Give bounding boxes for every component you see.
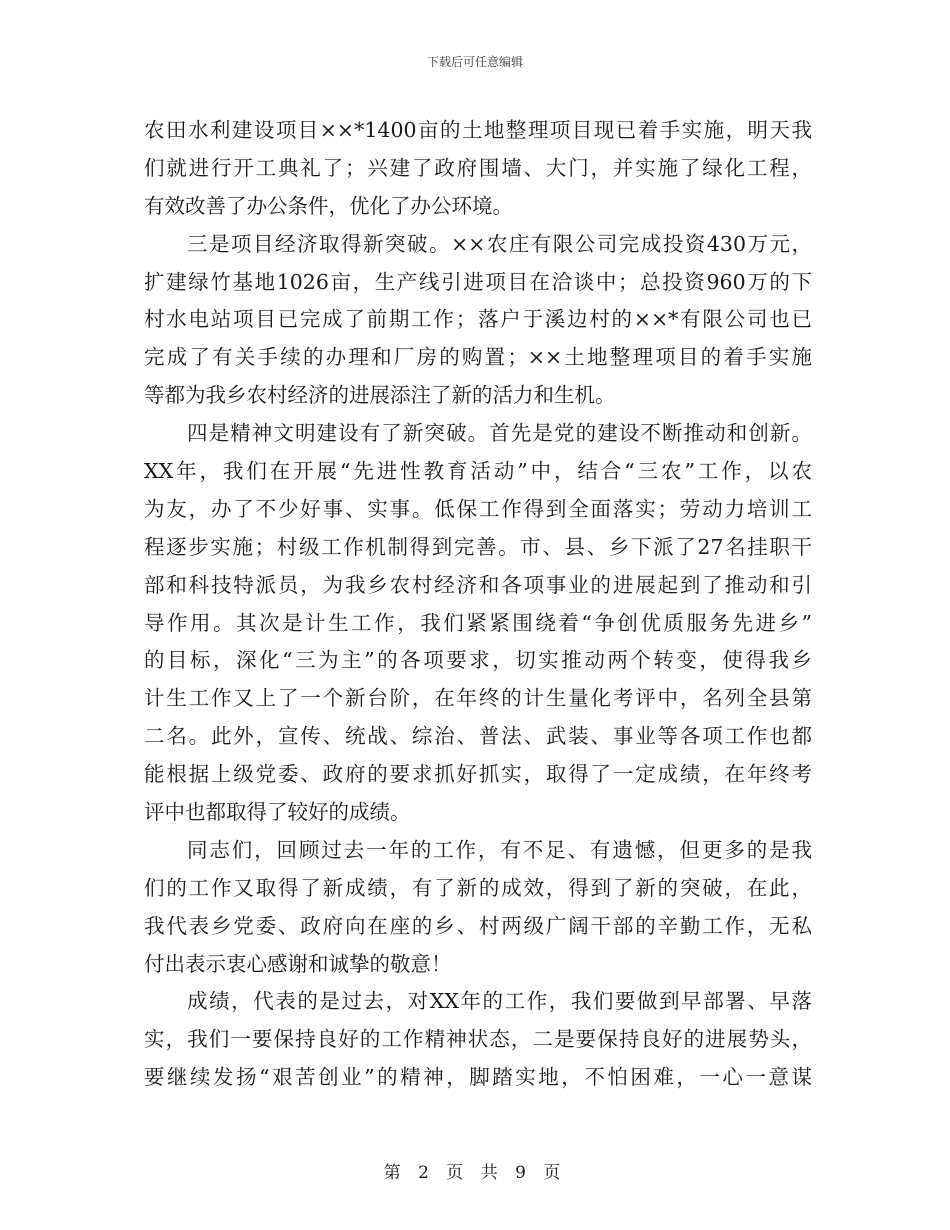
text-line: 有效改善了办公条件，优化了办公环境。 <box>144 193 513 218</box>
text-line: 成绩，代表的是过去，对XX年的工作，我们要做到早部署、早落 <box>187 989 812 1014</box>
text-line: 同志们，回顾过去一年的工作，有不足、有遗憾，但更多的是我 <box>187 837 812 862</box>
text-line: 三是项目经济取得新突破。××农庄有限公司完成投资430万元， <box>187 231 812 256</box>
text-line: 的目标，深化“三为主”的各项要求，切实推动两个转变，使得我乡 <box>144 648 812 673</box>
text-line: 评中也都取得了较好的成绩。 <box>144 800 411 825</box>
document-body <box>144 112 812 1097</box>
text-line: 们就进行开工典礼了；兴建了政府围墙、大门，并实施了绿化工程， <box>144 155 812 180</box>
text-line: 部和科技特派员，为我乡农村经济和各项事业的进展起到了推动和引 <box>144 572 812 597</box>
text-line: 农田水利建设项目××*1400亩的土地整理项目现已着手实施，明天我 <box>144 118 812 142</box>
text-line: 我代表乡党委、政府向在座的乡、村两级广阔干部的辛勤工作，无私 <box>144 913 812 938</box>
text-line: 完成了有关手续的办理和厂房的购置；××土地整理项目的着手实施 <box>144 345 812 370</box>
text-line: XX年，我们在开展“先进性教育活动”中，结合“三农”工作，以农 <box>144 459 812 484</box>
text-line: 导作用。其次是计生工作，我们紧紧围绕着“争创优质服务先进乡” <box>144 610 812 635</box>
text-line: 付出表示衷心感谢和诚挚的敬意！ <box>144 951 452 976</box>
page-header: 下载后可任意编辑 <box>426 55 523 69</box>
text-line: 实，我们一要保持良好的工作精神状态，二是要保持良好的进展势头， <box>144 1027 812 1052</box>
page-footer: 第 2 页 共 9 页 <box>383 1163 567 1183</box>
text-line: 村水电站项目已完成了前期工作；落户于溪边村的××*有限公司也已 <box>144 307 812 332</box>
text-line: 四是精神文明建设有了新突破。首先是党的建设不断推动和创新。 <box>187 421 812 446</box>
text-line: 能根据上级党委、政府的要求抓好抓实，取得了一定成绩，在年终考 <box>144 762 812 787</box>
text-line: 二名。此外，宣传、统战、综治、普法、武装、事业等各项工作也都 <box>144 724 812 749</box>
text-line: 们的工作又取得了新成绩，有了新的成效，得到了新的突破，在此， <box>144 875 812 900</box>
text-line: 要继续发扬“艰苦创业”的精神，脚踏实地，不怕困难，一心一意谋 <box>144 1065 812 1090</box>
text-line: 等都为我乡农村经济的进展添注了新的活力和生机。 <box>144 383 616 408</box>
text-line: 程逐步实施；村级工作机制得到完善。市、县、乡下派了27名挂职干 <box>144 534 812 559</box>
text-line: 扩建绿竹基地1026亩，生产线引进项目在洽谈中；总投资960万的下 <box>144 269 812 294</box>
text-line: 为友，办了不少好事、实事。低保工作得到全面落实；劳动力培训工 <box>144 496 812 521</box>
text-line: 计生工作又上了一个新台阶，在年终的计生量化考评中，名列全县第 <box>144 686 812 711</box>
